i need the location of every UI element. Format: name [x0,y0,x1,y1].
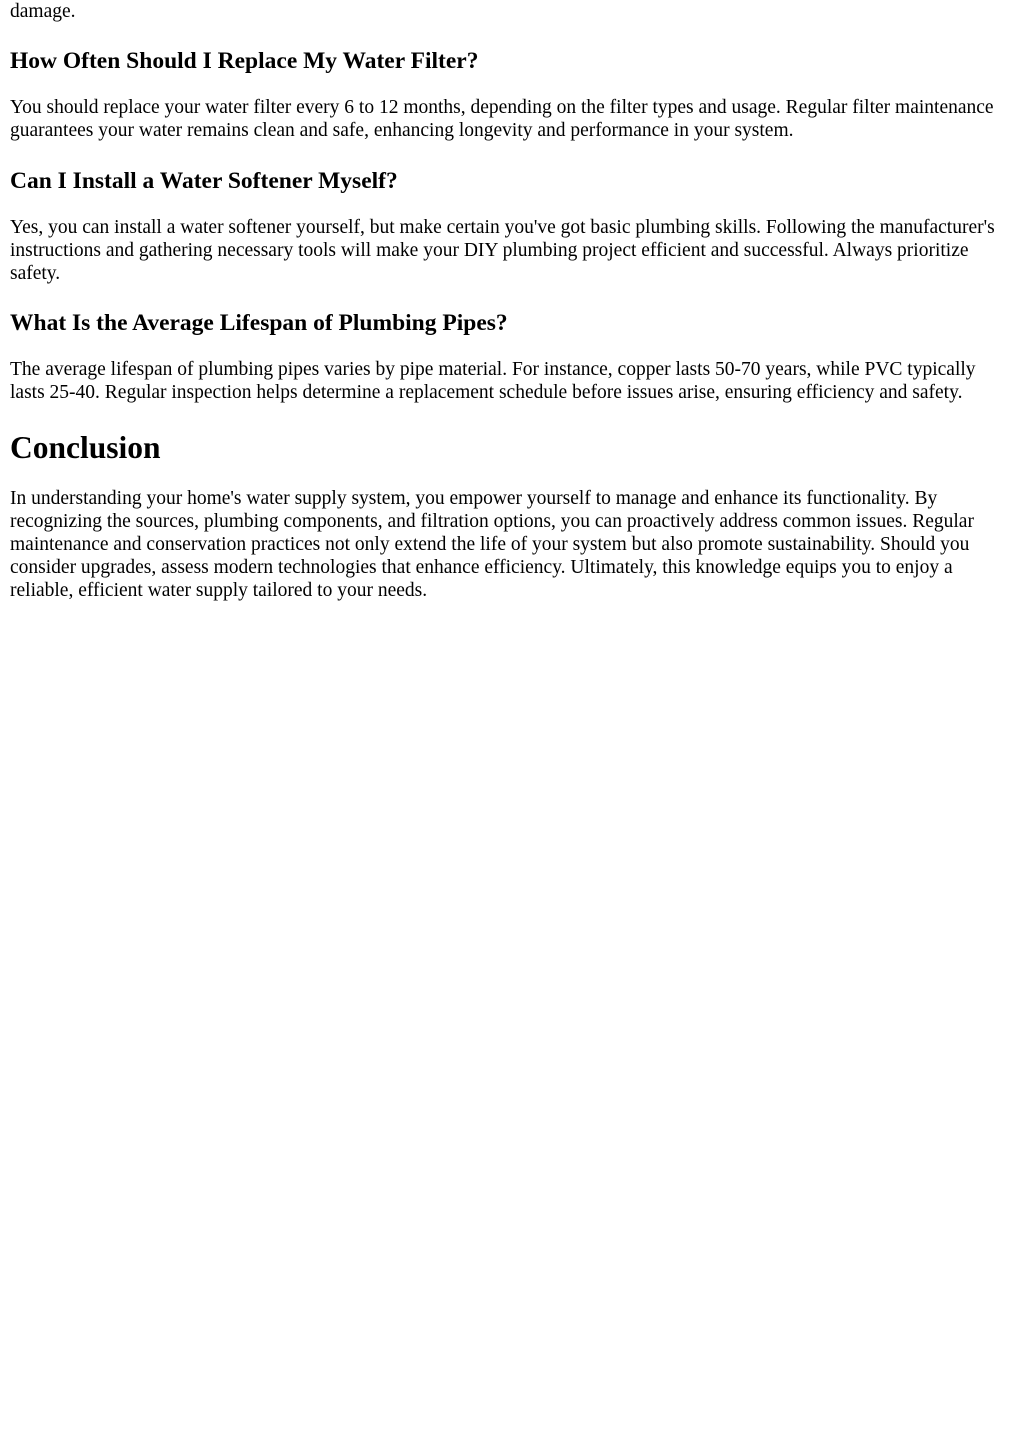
faq-answer-filter-replacement: You should replace your water filter every 6 to 12 months, depending on the filter types and usage. Regular filter maintenance guarantees your water remains clean and safe, enhancing longevity and performance in your system. [10,97,994,142]
faq-question-pipe-lifespan: What Is the Average Lifespan of Plumbing Pipes? [10,310,508,337]
conclusion-heading: Conclusion [10,429,161,465]
article-content [10,0,1008,603]
faq-answer-pipe-lifespan: The average lifespan of plumbing pipes varies by pipe material. For instance, copper lasts 50-70 years, while PVC typically lasts 25-40. Regular inspection helps determine a replacement schedule before issues arise, ensuring efficiency and safety. [10,359,976,404]
lead-paragraph-fragment: damage. [10,1,76,22]
conclusion-paragraph: In understanding your home's water supply system, you empower yourself to manage and enhance its functionality. By recognizing the sources, plumbing components, and filtration options, you can proactively address common issues. Regular maintenance and conservation practices not only extend the life of your system but also promote sustainability. Should you consider upgrades, assess modern technologies that enhance efficiency. Ultimately, this knowledge equips you to enjoy a reliable, efficient water supply tailored to your needs. [10,487,974,602]
faq-question-filter-replacement: How Often Should I Replace My Water Filter? [10,48,479,75]
faq-answer-water-softener: Yes, you can install a water softener yourself, but make certain you've got basic plumbing skills. Following the manufacturer's instructions and gathering necessary tools will make your DIY plumbing project efficient and successful. Always prioritize safety. [10,216,995,285]
faq-question-water-softener: Can I Install a Water Softener Myself? [10,167,398,194]
